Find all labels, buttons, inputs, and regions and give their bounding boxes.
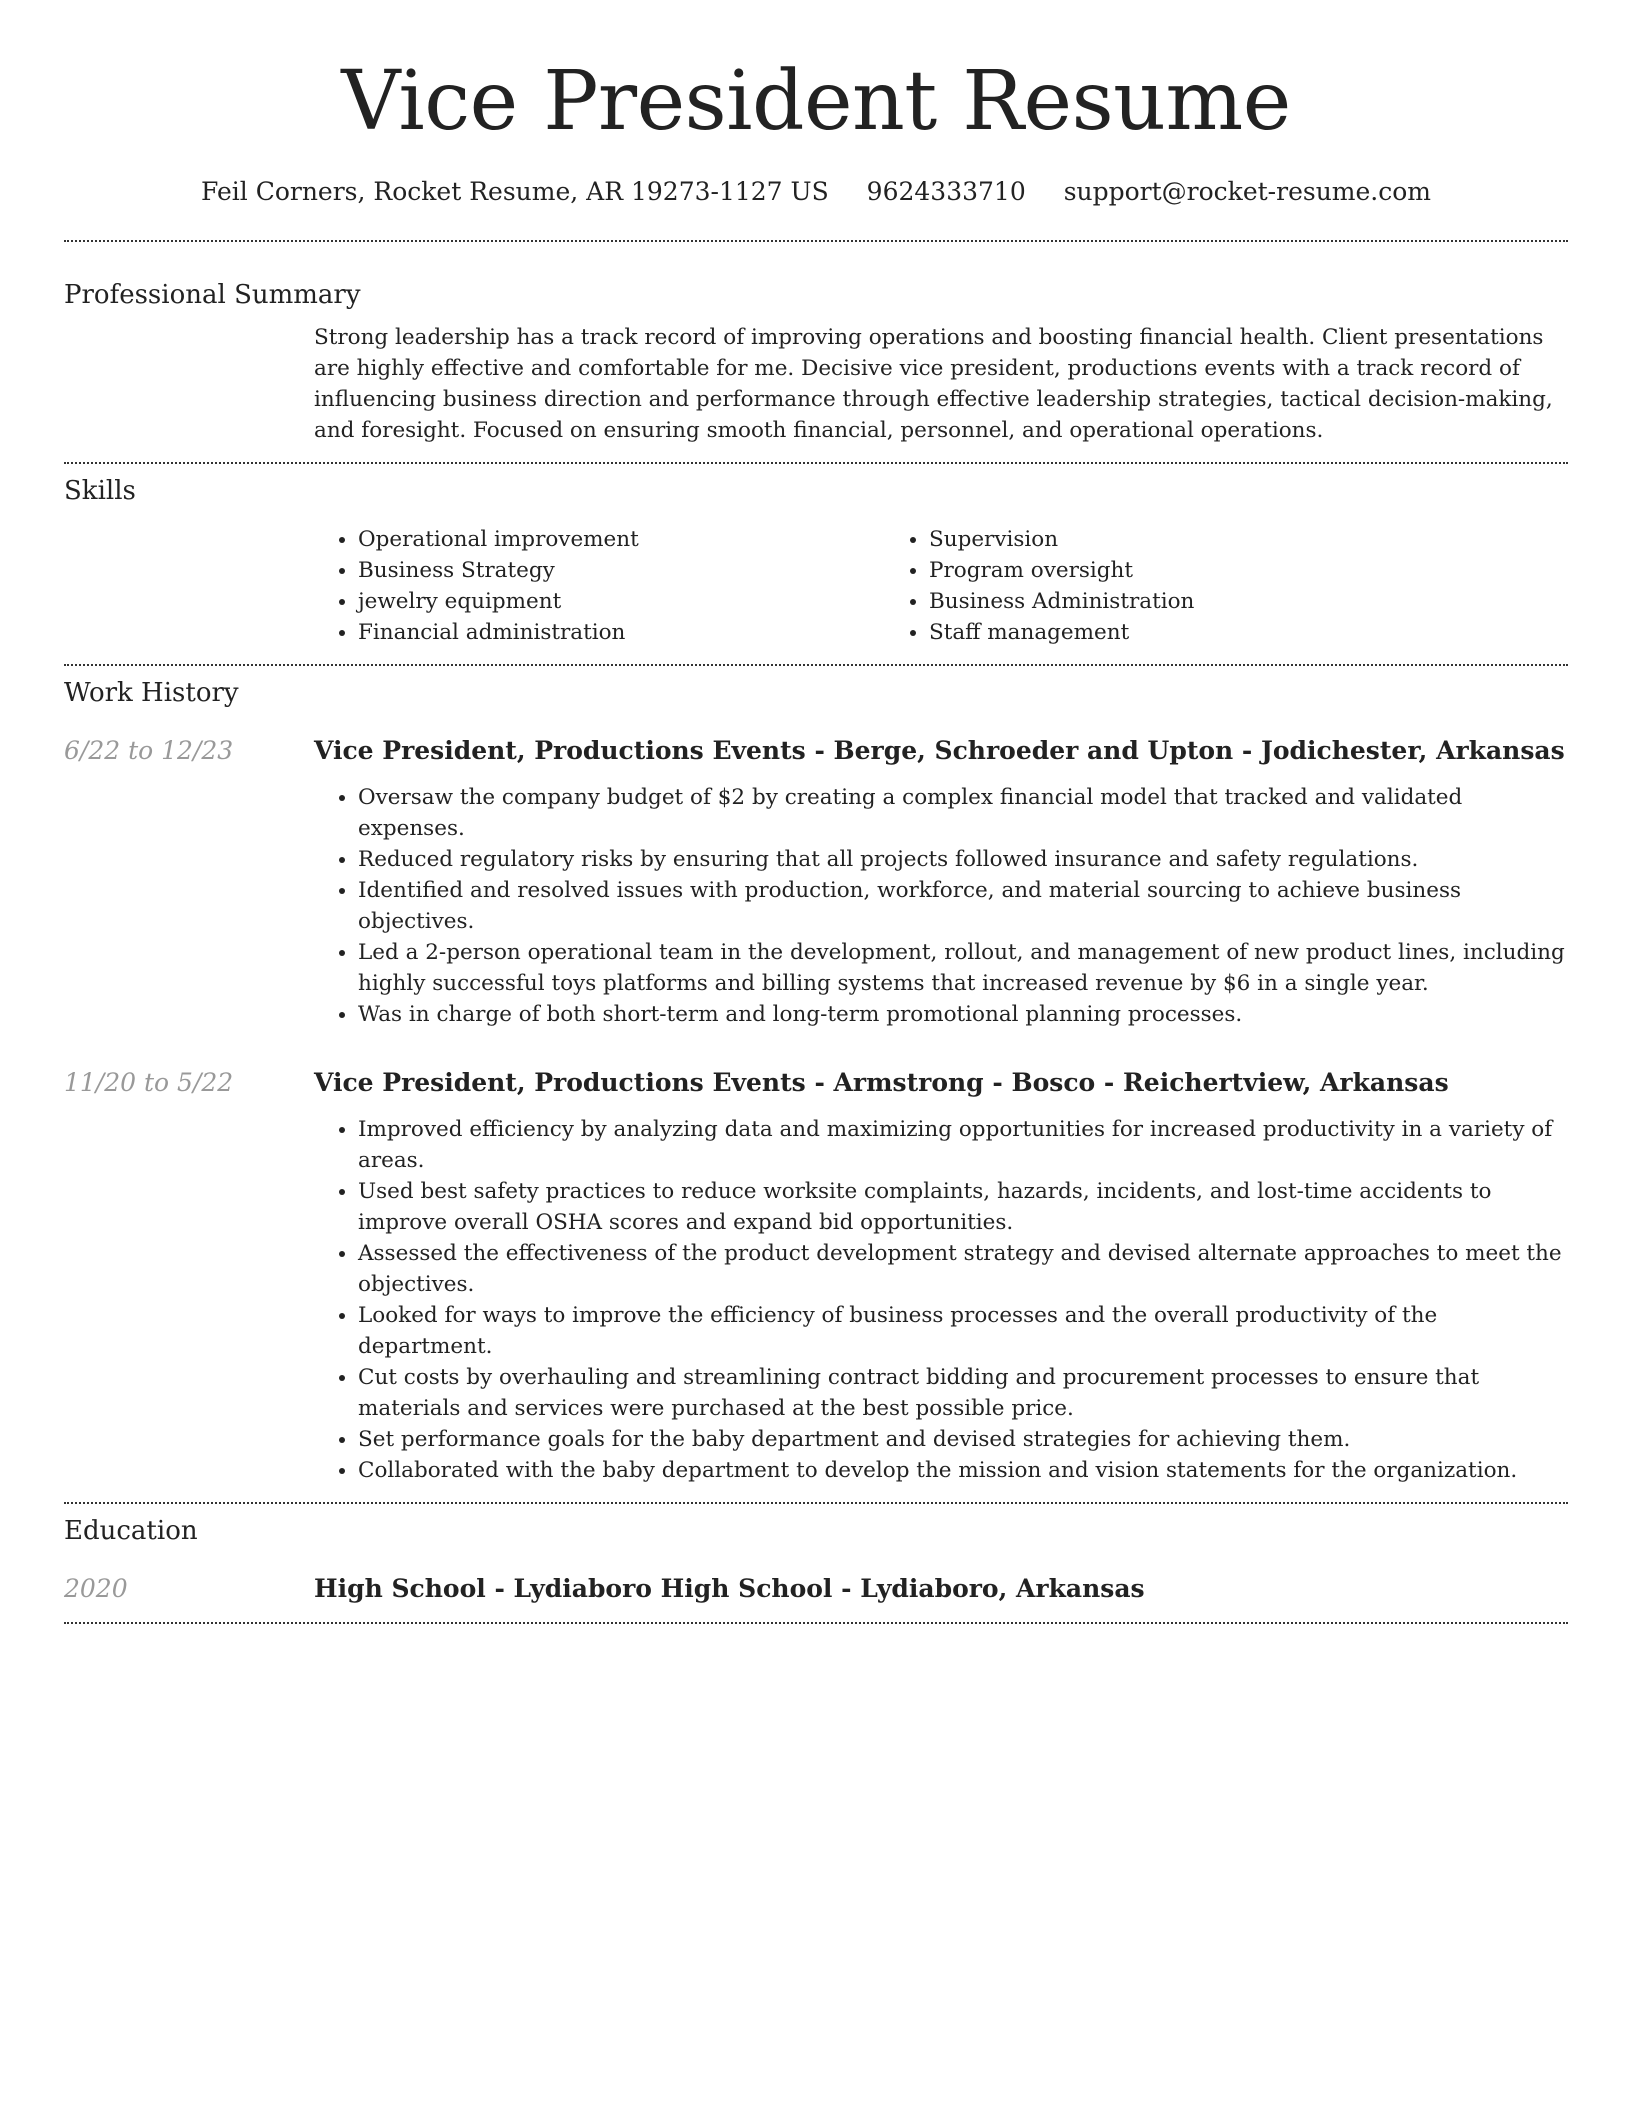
job-bullet: • Assessed the effectiveness of the product development strategy and devised alternate approaches to meet the objectives. xyxy=(358,1238,1568,1300)
job-dates: 6/22 to 12/23 xyxy=(64,736,234,765)
education-section xyxy=(64,1504,1568,1622)
education-heading: Education xyxy=(64,1516,198,1546)
job-bullets xyxy=(314,1114,1568,1486)
contact-phone: 9624333710 xyxy=(866,177,1026,206)
job-entry xyxy=(64,734,1568,1030)
work-heading: Work History xyxy=(64,678,239,708)
skills-grid xyxy=(314,524,1568,648)
job-bullet: • Set performance goals for the baby department and devised strategies for achieving them. xyxy=(358,1424,1568,1455)
job-bullet: • Identified and resolved issues with production, workforce, and material sourcing to achieve business objectives. xyxy=(358,875,1568,937)
summary-heading: Professional Summary xyxy=(64,280,361,310)
job-bullet: • Led a 2-person operational team in the development, rollout, and management of new product lines, including highly successful toys platforms and billing systems that increased revenue by $6 in a single year. xyxy=(358,937,1568,999)
job-dates: 11/20 to 5/22 xyxy=(64,1068,234,1097)
job-bullet: • Looked for ways to improve the efficiency of business processes and the overall productivity of the department. xyxy=(358,1300,1568,1362)
work-section xyxy=(64,666,1568,1502)
skill-item: • Operational improvement xyxy=(358,524,885,555)
job-bullet: • Cut costs by overhauling and streamlining contract bidding and procurement processes to ensure that materials and services were purchased at the best possible price. xyxy=(358,1362,1568,1424)
job-bullet: • Reduced regulatory risks by ensuring that all projects followed insurance and safety regulations. xyxy=(358,844,1568,875)
job-title: Vice President, Productions Events - Armstrong - Bosco - Reichertview, Arkansas xyxy=(314,1068,1449,1097)
summary-section xyxy=(64,242,1568,462)
job-entry xyxy=(64,1066,1568,1486)
job-title: Vice President, Productions Events - Berge, Schroeder and Upton - Jodichester, Arkansas xyxy=(314,736,1565,765)
education-title: High School - Lydiaboro High School - Lydiaboro, Arkansas xyxy=(314,1574,1145,1603)
skill-item: • Financial administration xyxy=(358,617,885,648)
job-bullets xyxy=(314,782,1568,1030)
skill-item: • Business Administration xyxy=(929,586,1456,617)
summary-text: Strong leadership has a track record of improving operations and boosting financial health. Client presentations are highly effective and comfortable for me. Decisive vice president, productions events with a track record of influencing business direction and performance through effective leadership strategies, tactical decision-making, and foresight. Focused on ensuring smooth financial, personnel, and operational operations. xyxy=(314,325,1553,443)
contact-email: support@rocket-resume.com xyxy=(1063,177,1431,206)
skill-item: • Supervision xyxy=(929,524,1456,555)
resume-page xyxy=(64,0,1568,1624)
education-entry xyxy=(64,1572,1568,1606)
section-divider xyxy=(64,1622,1568,1624)
skill-item: • Program oversight xyxy=(929,555,1456,586)
skills-section xyxy=(64,464,1568,664)
contact-line xyxy=(64,174,1568,210)
job-bullet: • Was in charge of both short-term and long-term promotional planning processes. xyxy=(358,999,1568,1030)
skills-heading: Skills xyxy=(64,476,136,506)
education-year: 2020 xyxy=(64,1574,128,1603)
skills-list-left xyxy=(314,524,885,648)
job-bullet: • Collaborated with the baby department to develop the mission and vision statements for the organization. xyxy=(358,1455,1568,1486)
skill-item: • Staff management xyxy=(929,617,1456,648)
resume-title: Vice President Resume xyxy=(341,54,1291,149)
job-bullet: • Oversaw the company budget of $2 by creating a complex financial model that tracked and validated expenses. xyxy=(358,782,1568,844)
skill-item: • jewelry equipment xyxy=(358,586,885,617)
job-bullet: • Improved efficiency by analyzing data and maximizing opportunities for increased productivity in a variety of areas. xyxy=(358,1114,1568,1176)
job-bullet: • Used best safety practices to reduce worksite complaints, hazards, incidents, and lost-time accidents to improve overall OSHA scores and expand bid opportunities. xyxy=(358,1176,1568,1238)
contact-address: Feil Corners, Rocket Resume, AR 19273-1127 US xyxy=(200,177,829,206)
skills-list-right xyxy=(885,524,1456,648)
skill-item: • Business Strategy xyxy=(358,555,885,586)
